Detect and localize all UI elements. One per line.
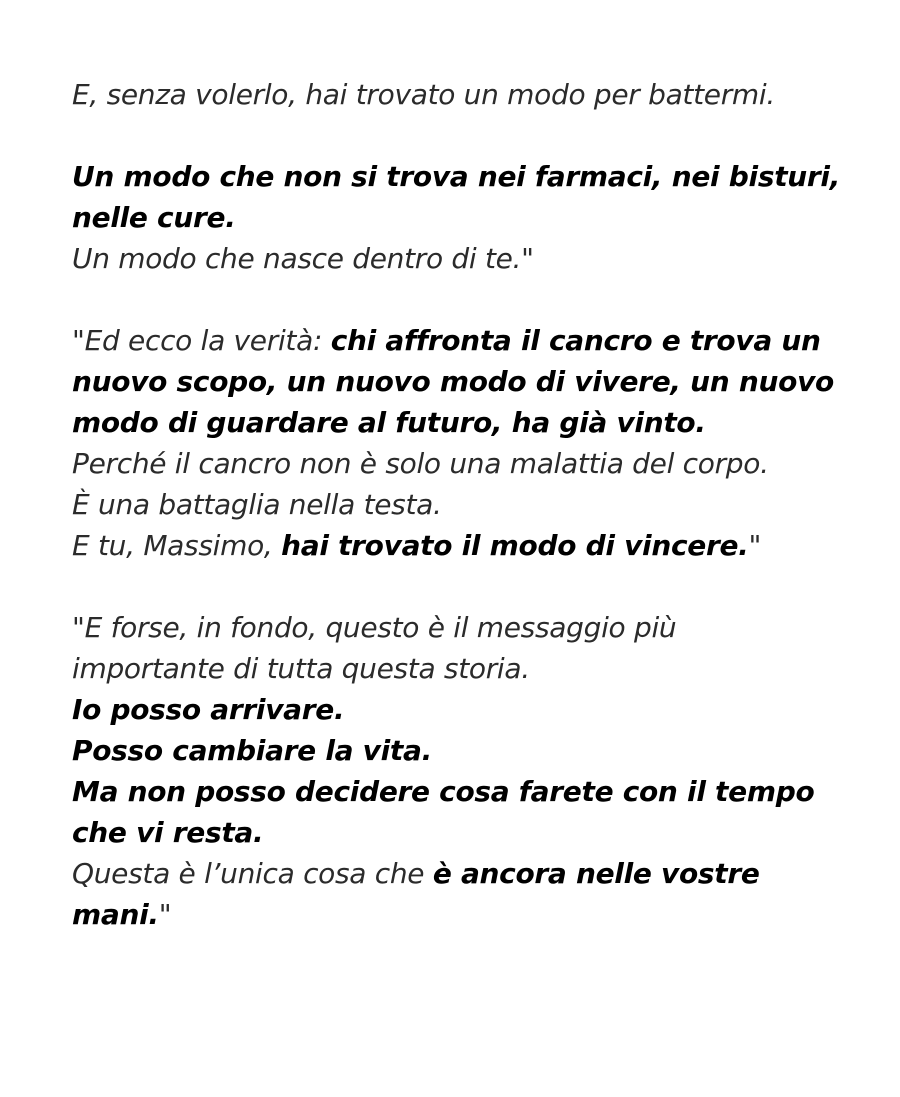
text-span: importante di tutta questa storia. [72,652,530,685]
text-line [72,361,862,402]
paragraph [72,74,862,115]
paragraph [72,607,862,935]
text-line [72,771,862,812]
text-line [72,525,862,566]
text-span: "Ed ecco la verità: [72,324,331,357]
text-span: mani. [72,898,159,931]
text-line [72,853,862,894]
text-span: nelle cure. [72,201,236,234]
paragraph [72,156,862,279]
text-span: "E forse, in fondo, questo è il messaggio più [72,611,677,644]
text-line [72,238,862,279]
text-span: è ancora nelle vostre [432,857,760,890]
text-span: " [748,529,762,562]
text-span: Un modo che nasce dentro di te." [72,242,534,275]
text-span: Perché il cancro non è solo una malattia del corpo. [72,447,769,480]
text-span: nuovo scopo, un nuovo modo di vivere, un nuovo [72,365,834,398]
text-line [72,197,862,238]
text-span: che vi resta. [72,816,264,849]
text-line [72,730,862,771]
text-span: Un modo che non si trova nei farmaci, nei bisturi, [72,160,841,193]
text-span: hai trovato il modo di vincere. [281,529,749,562]
text-line [72,156,862,197]
text-span: Posso cambiare la vita. [72,734,432,767]
text-line [72,74,862,115]
text-line [72,320,862,361]
document-page [72,74,862,976]
text-span: " [158,898,172,931]
paragraph [72,320,862,566]
text-line [72,484,862,525]
text-line [72,402,862,443]
text-line [72,689,862,730]
text-span: E tu, Massimo, [72,529,282,562]
text-span: È una battaglia nella testa. [72,488,442,521]
text-line [72,648,862,689]
text-span: Ma non posso decidere cosa farete con il tempo [72,775,815,808]
text-line [72,894,862,935]
text-span: Io posso arrivare. [72,693,345,726]
text-line [72,607,862,648]
text-span: modo di guardare al futuro, ha già vinto. [72,406,706,439]
text-span: chi affronta il cancro e trova un [330,324,821,357]
text-span: Questa è l’unica cosa che [72,857,433,890]
text-span: E, senza volerlo, hai trovato un modo per battermi. [72,78,775,111]
text-line [72,443,862,484]
text-line [72,812,862,853]
